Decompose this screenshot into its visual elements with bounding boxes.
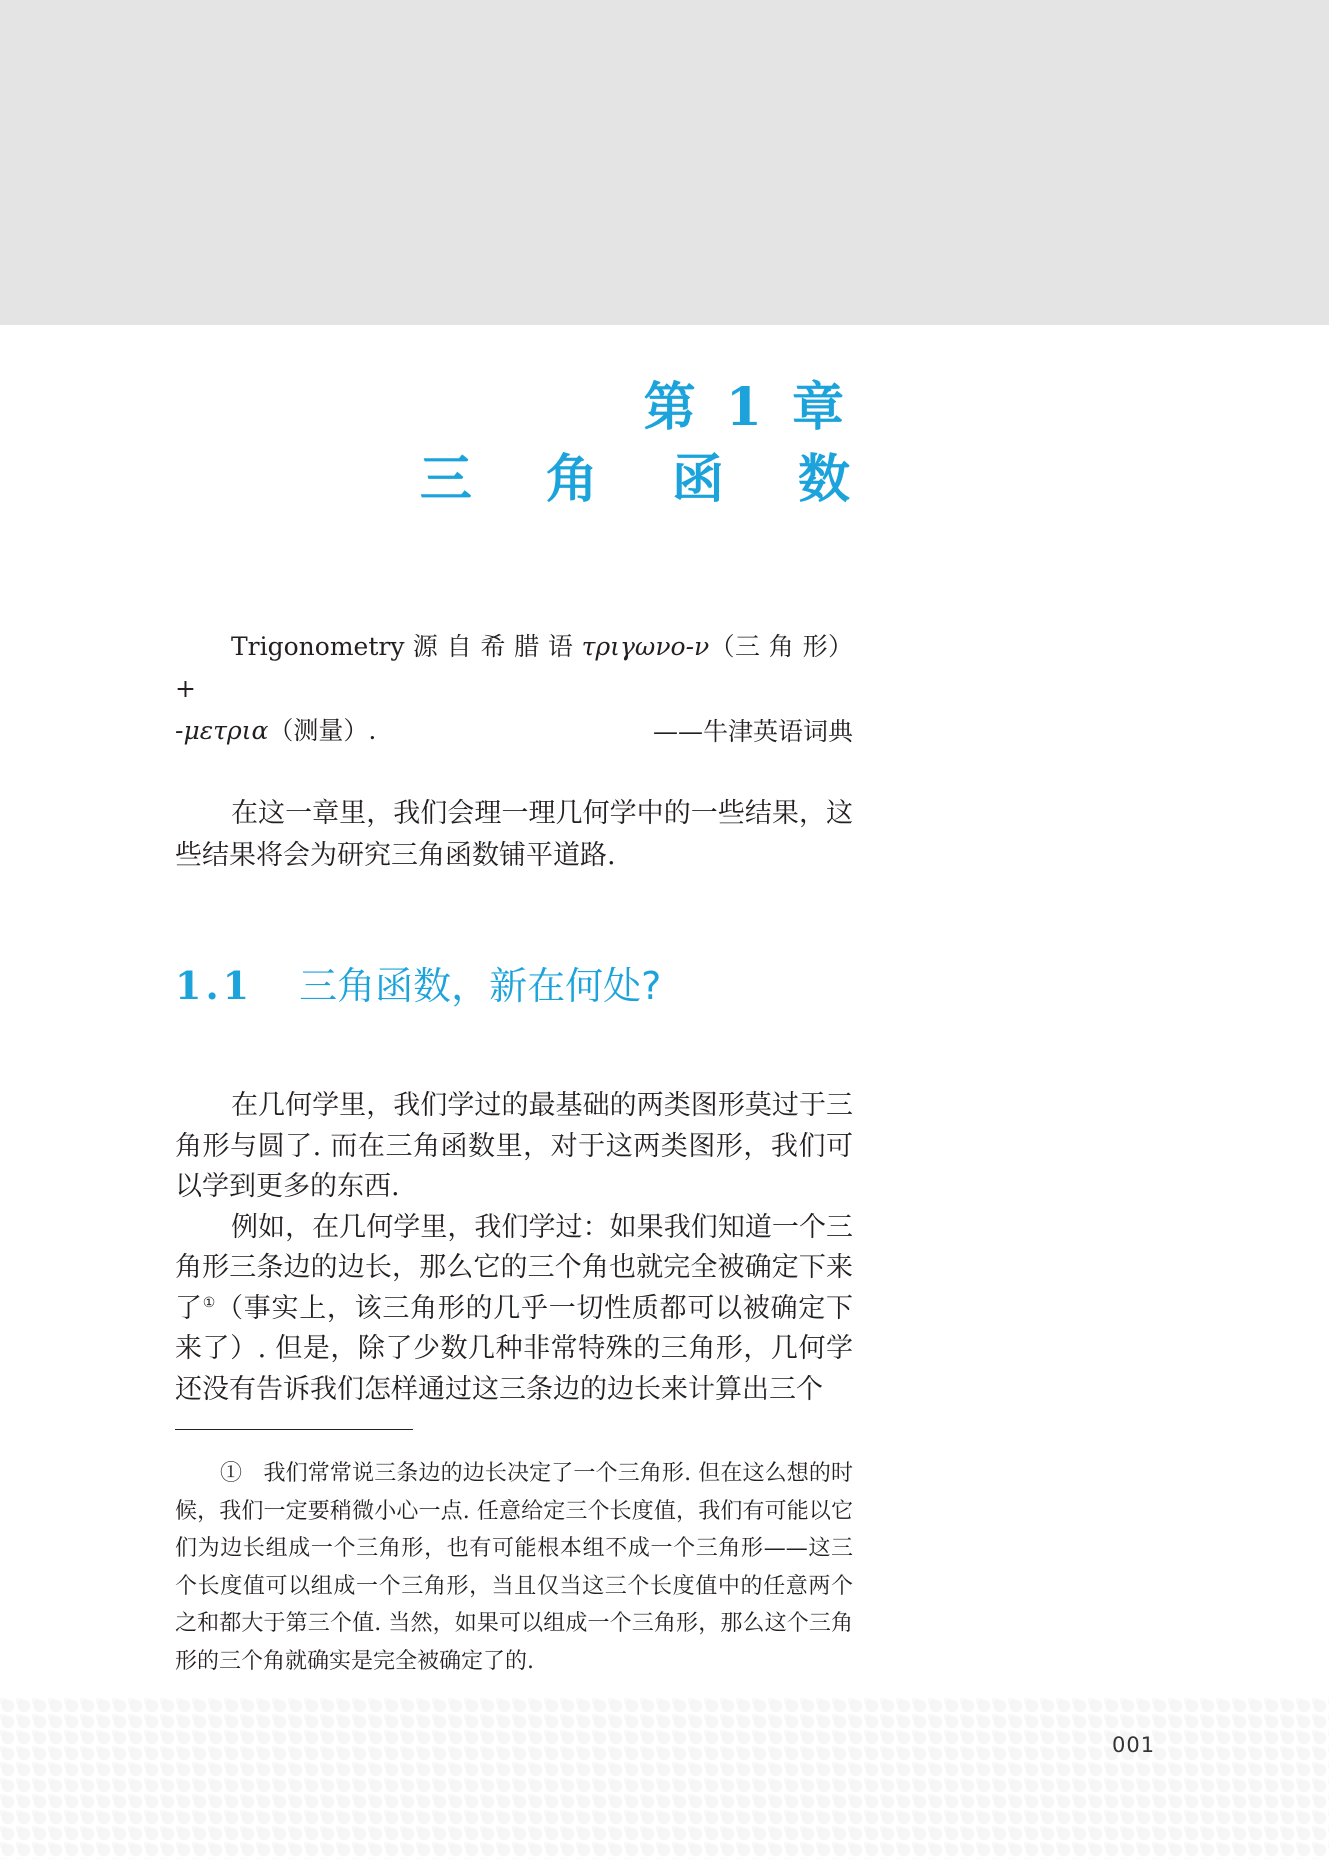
body-paragraph-2-part-1: 例如，在几何学里，我们学过：如果我们知道一个三角形三条边的边长，那么它的三个角也就完全被确定下来了	[175, 1211, 853, 1324]
section-heading	[175, 955, 661, 1010]
epigraph-gloss-1: （三 角 形）+	[175, 632, 853, 703]
epigraph-greek-word-2: -μετρια	[175, 716, 269, 745]
epigraph-lead: Trigonometry 源 自 希 腊 语	[231, 632, 582, 661]
section-number: 1.1	[175, 963, 254, 1008]
chapter-intro: 在这一章里，我们会理一理几何学中的一些结果，这些结果将会为研究三角函数铺平道路.	[175, 798, 853, 871]
chapter-header-band	[0, 0, 1329, 325]
body-text	[175, 1086, 853, 1410]
epigraph-greek-word-1: τριγωνο-ν	[581, 632, 710, 661]
footnote	[175, 1455, 853, 1680]
epigraph-source: ——牛津英语词典	[652, 717, 853, 746]
footer-pattern-band	[0, 1698, 1329, 1859]
page-number: 001	[1112, 1733, 1156, 1757]
footnote-text: 我们常常说三条边的边长决定了一个三角形. 但在这么想的时候，我们一定要稍微小心一点. 任意给定三个长度值，我们有可能以它们为边长组成一个三角形，也有可能根本组不成一个三角形——这三个长度值可以组成一个三角形，当且仅当这三个长度值中的任意两个之和都大于第三个值. 当然，如果可以组成一个三角形，那么这个三角形的三个角就确实是完全被确定了的.	[175, 1461, 853, 1674]
body-paragraph-2	[175, 1208, 853, 1411]
footnote-divider	[175, 1429, 413, 1430]
footnote-marker: ①	[220, 1461, 243, 1486]
footnote-reference[interactable]: ①	[202, 1294, 217, 1311]
epigraph-gloss-2: （测量）.	[268, 716, 377, 745]
body-paragraph-1: 在几何学里，我们学过的最基础的两类图形莫过于三角形与圆了. 而在三角函数里，对于这两类图形，我们可以学到更多的东西.	[175, 1090, 853, 1202]
chapter-number: 第 1 章	[643, 377, 850, 438]
body-paragraph-2-part-2: （事实上，该三角形的几乎一切性质都可以被确定下来了）. 但是，除了少数几种非常特殊的三角形，几何学还没有告诉我们怎样通过这三条边的边长来计算出三个	[175, 1292, 853, 1405]
section-title: 三角函数，新在何处?	[299, 964, 662, 1008]
chapter-title: 三 角 函 数	[419, 450, 878, 510]
